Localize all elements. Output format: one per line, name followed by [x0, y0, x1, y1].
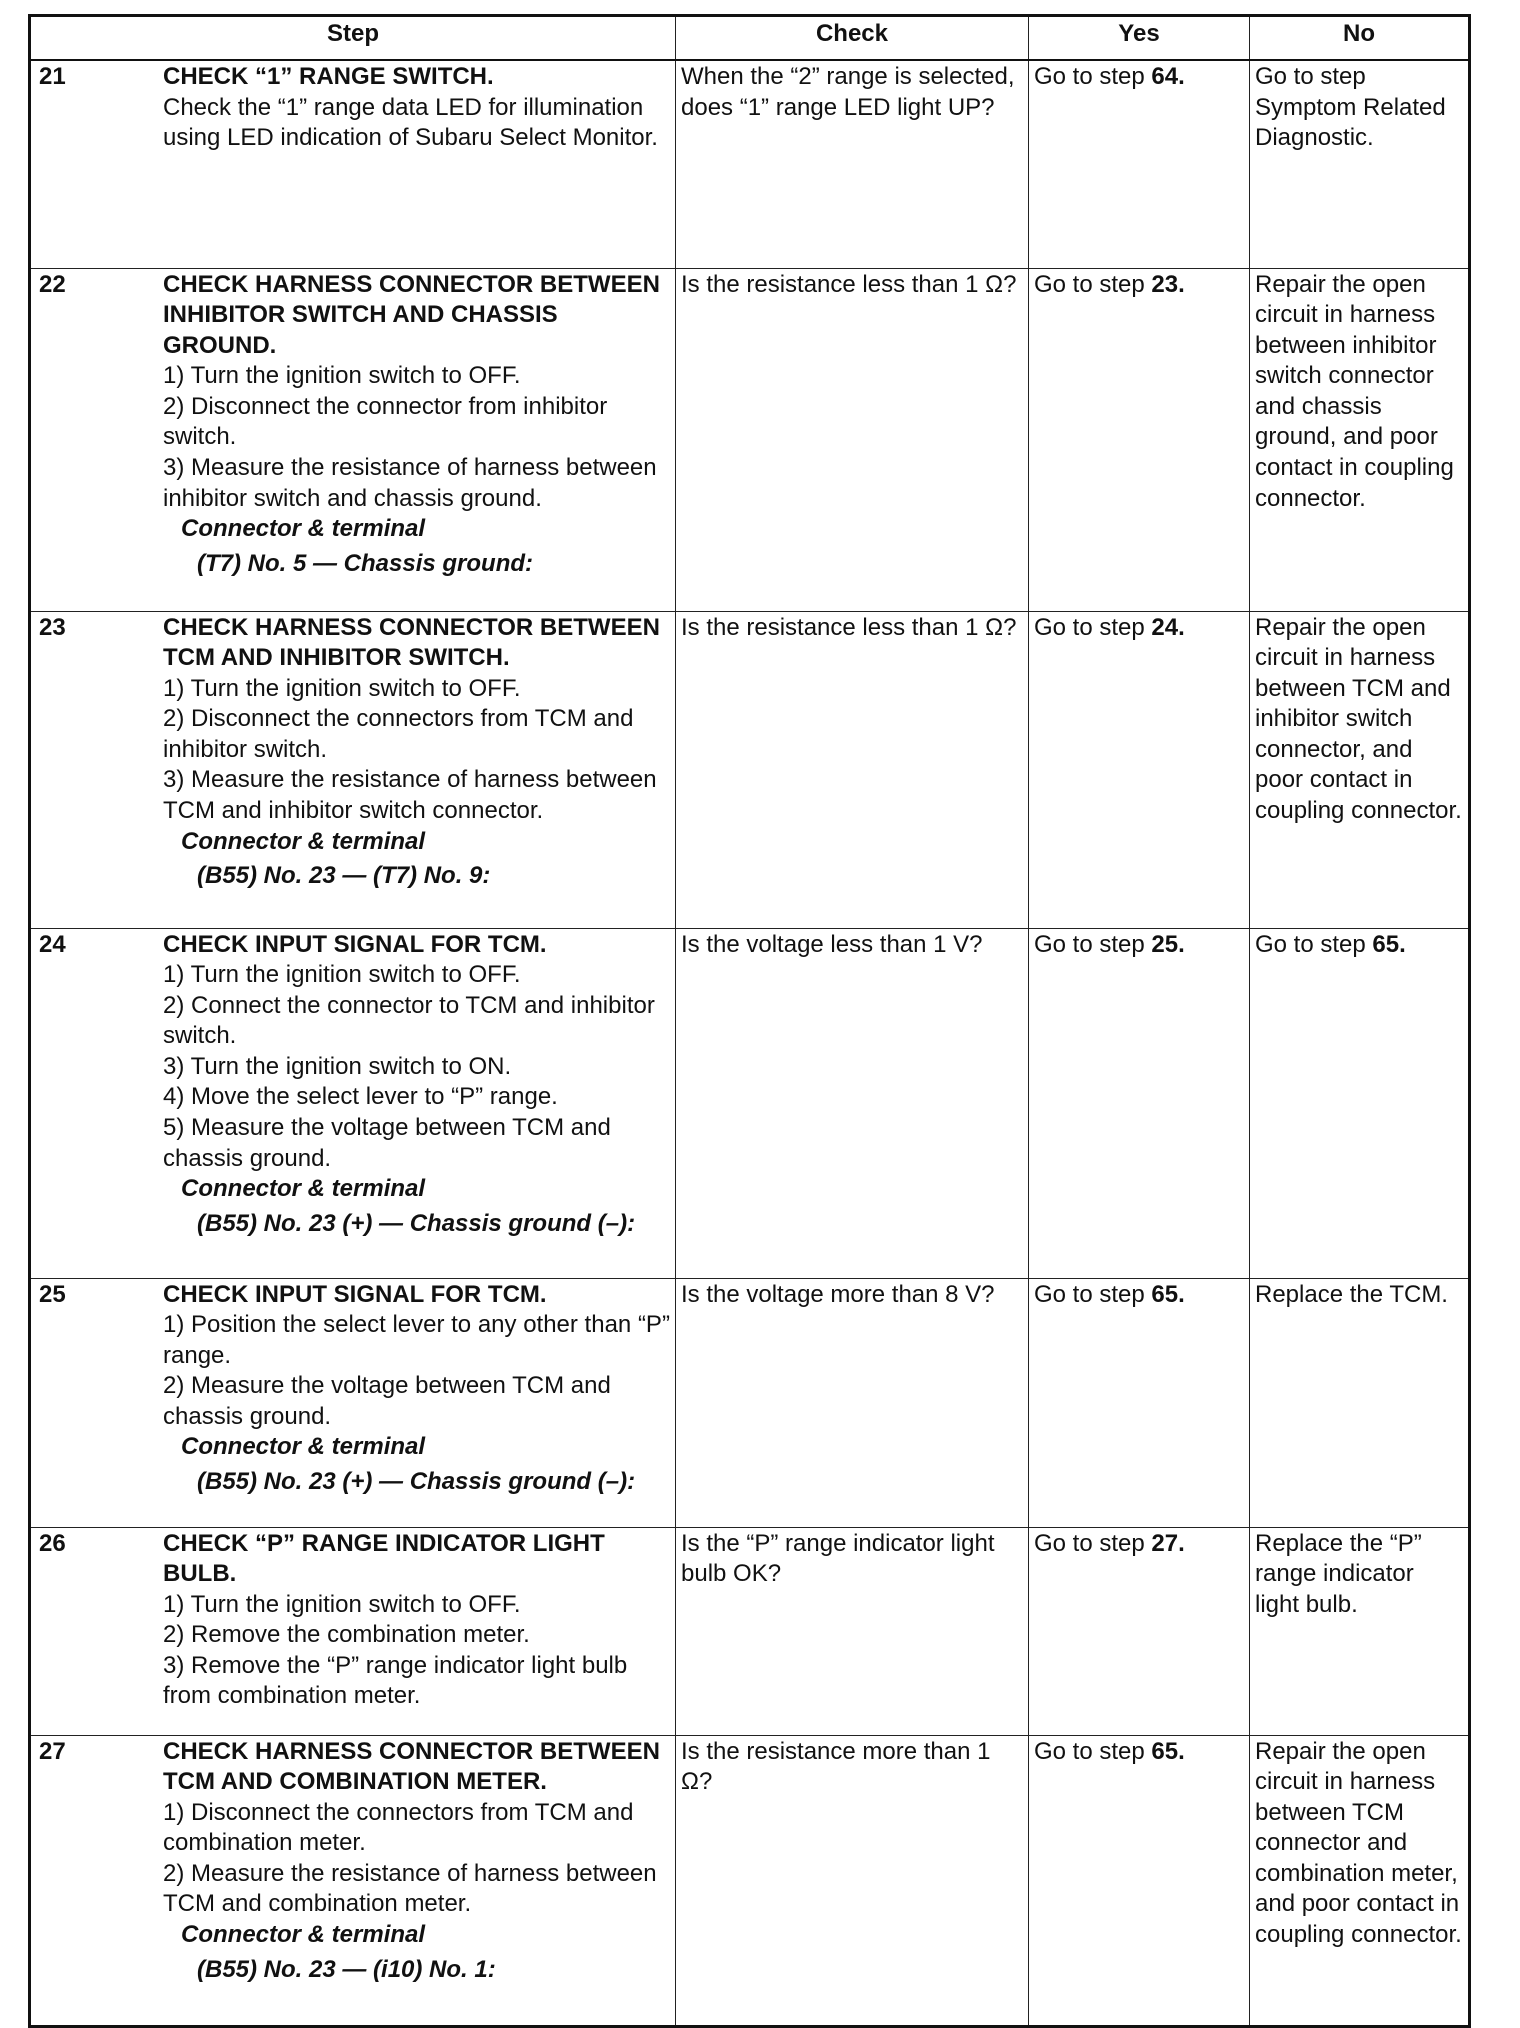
- yes-cell: [1029, 60, 1250, 268]
- table-row: [30, 928, 1470, 1278]
- step-number: 27: [39, 1737, 66, 1765]
- table-row: [30, 611, 1470, 928]
- step-instructions: [163, 93, 670, 154]
- connector-terminal: (B55) No. 23 (+) — Chassis ground (–):: [197, 1468, 636, 1496]
- check-cell: Is the “P” range indicator light bulb OK?: [676, 1527, 1029, 1735]
- instruction-line: 3) Measure the resistance of harness between TCM and inhibitor switch connector.: [163, 766, 657, 825]
- table-row: [30, 1527, 1470, 1735]
- no-text: Repair the open circuit in harness between TCM connector and combination meter, and poor contact in coupling connector.: [1255, 1737, 1462, 1949]
- step-number: 23: [39, 613, 66, 641]
- header-step: Step: [30, 16, 676, 61]
- no-cell: [1250, 268, 1470, 611]
- yes-step-ref: 27.: [1151, 1529, 1185, 1557]
- no-text: Repair the open circuit in harness between TCM and inhibitor switch connector, and poor contact in coupling connector.: [1255, 613, 1462, 825]
- step-cell: [30, 60, 676, 268]
- step-number: 25: [39, 1280, 66, 1308]
- table-row: [30, 1278, 1470, 1527]
- yes-cell: [1029, 611, 1250, 928]
- instruction-line: 1) Disconnect the connectors from TCM and combination meter.: [163, 1798, 634, 1857]
- instruction-line: 4) Move the select lever to “P” range.: [163, 1083, 558, 1111]
- step-title: CHECK HARNESS CONNECTOR BETWEEN INHIBITOR SWITCH AND CHASSIS GROUND.: [163, 270, 660, 359]
- no-cell: [1250, 60, 1470, 268]
- instruction-line: 2) Remove the combination meter.: [163, 1621, 530, 1649]
- step-cell: [30, 1278, 676, 1527]
- no-text: Repair the open circuit in harness between inhibitor switch connector and chassis ground, and poor contact in coupling connector.: [1255, 270, 1454, 512]
- instruction-line: 1) Turn the ignition switch to OFF.: [163, 674, 521, 702]
- instruction-line: 2) Disconnect the connectors from TCM and inhibitor switch.: [163, 705, 634, 763]
- table-row: [30, 1735, 1470, 2026]
- connector-label: Connector & terminal: [181, 1175, 426, 1203]
- instruction-line: 2) Measure the voltage between TCM and chassis ground.: [163, 1372, 611, 1430]
- step-instructions: [163, 1590, 670, 1712]
- step-number: 22: [39, 270, 66, 298]
- header-row: [30, 16, 1470, 61]
- yes-text: Go to step: [1034, 63, 1152, 90]
- instruction-line: 2) Connect the connector to TCM and inhibitor switch.: [163, 991, 655, 1050]
- step-cell: [30, 928, 676, 1278]
- step-title: CHECK INPUT SIGNAL FOR TCM.: [163, 930, 547, 958]
- header-yes: Yes: [1029, 16, 1250, 61]
- no-step-ref: 65.: [1372, 930, 1406, 958]
- check-cell: Is the voltage less than 1 V?: [676, 928, 1029, 1278]
- check-cell: Is the resistance less than 1 Ω?: [676, 268, 1029, 611]
- header-check: Check: [676, 16, 1029, 61]
- yes-text: Go to step: [1034, 1529, 1152, 1557]
- step-instructions: [163, 1798, 670, 1920]
- instruction-line: 3) Remove the “P” range indicator light bulb from combination meter.: [163, 1651, 628, 1710]
- yes-step-ref: 64.: [1151, 63, 1185, 90]
- instruction-line: 1) Position the select lever to any other than “P” range.: [163, 1311, 670, 1369]
- instruction-line: 1) Turn the ignition switch to OFF.: [163, 362, 521, 390]
- check-cell: Is the resistance more than 1 Ω?: [676, 1735, 1029, 2026]
- connector-terminal: (B55) No. 23 (+) — Chassis ground (–):: [197, 1209, 636, 1237]
- connector-label: Connector & terminal: [181, 827, 426, 855]
- step-title: CHECK “P” RANGE INDICATOR LIGHT BULB.: [163, 1529, 605, 1588]
- yes-cell: [1029, 1278, 1250, 1527]
- step-cell: [30, 268, 676, 611]
- table-row: [30, 60, 1470, 268]
- table-row: [30, 268, 1470, 611]
- check-cell: When the “2” range is selected, does “1” range LED light UP?: [676, 60, 1029, 268]
- step-cell: [30, 1527, 676, 1735]
- check-cell: Is the voltage more than 8 V?: [676, 1278, 1029, 1527]
- yes-step-ref: 23.: [1151, 270, 1185, 298]
- connector-label: Connector & terminal: [181, 515, 426, 543]
- yes-cell: [1029, 1735, 1250, 2026]
- yes-step-ref: 25.: [1151, 930, 1185, 958]
- yes-text: Go to step: [1034, 1280, 1152, 1308]
- step-instructions: [163, 361, 670, 514]
- header-no: No: [1250, 16, 1470, 61]
- step-title: CHECK HARNESS CONNECTOR BETWEEN TCM AND INHIBITOR SWITCH.: [163, 613, 660, 672]
- connector-label: Connector & terminal: [181, 1433, 426, 1461]
- instruction-line: 3) Measure the resistance of harness between inhibitor switch and chassis ground.: [163, 454, 657, 512]
- no-cell: [1250, 1278, 1470, 1527]
- yes-cell: [1029, 268, 1250, 611]
- connector-terminal: (B55) No. 23 — (T7) No. 9:: [197, 862, 491, 890]
- yes-cell: [1029, 928, 1250, 1278]
- instruction-line: 1) Turn the ignition switch to OFF.: [163, 1590, 521, 1618]
- step-cell: [30, 611, 676, 928]
- instruction-line: Check the “1” range data LED for illumination using LED indication of Subaru Select Monitor.: [163, 93, 658, 152]
- no-cell: [1250, 928, 1470, 1278]
- instruction-line: 1) Turn the ignition switch to OFF.: [163, 961, 521, 989]
- step-title: CHECK “1” RANGE SWITCH.: [163, 63, 494, 90]
- no-text: Go to step Symptom Related Diagnostic.: [1255, 63, 1446, 152]
- no-text: Replace the “P” range indicator light bulb.: [1255, 1529, 1422, 1618]
- yes-text: Go to step: [1034, 613, 1152, 641]
- yes-text: Go to step: [1034, 270, 1152, 298]
- instruction-line: 2) Disconnect the connector from inhibitor switch.: [163, 392, 608, 451]
- step-instructions: [163, 1310, 670, 1432]
- no-cell: [1250, 1527, 1470, 1735]
- instruction-line: 2) Measure the resistance of harness between TCM and combination meter.: [163, 1859, 657, 1918]
- step-title: CHECK INPUT SIGNAL FOR TCM.: [163, 1280, 547, 1308]
- no-text: Go to step: [1255, 930, 1373, 958]
- step-instructions: [163, 960, 670, 1174]
- yes-text: Go to step: [1034, 930, 1152, 958]
- step-number: 21: [39, 63, 66, 90]
- connector-label: Connector & terminal: [181, 1921, 426, 1949]
- yes-cell: [1029, 1527, 1250, 1735]
- connector-terminal: (T7) No. 5 — Chassis ground:: [197, 549, 534, 577]
- instruction-line: 5) Measure the voltage between TCM and chassis ground.: [163, 1114, 611, 1172]
- yes-step-ref: 24.: [1151, 613, 1185, 641]
- no-text: Replace the TCM.: [1255, 1280, 1448, 1308]
- step-instructions: [163, 674, 670, 827]
- no-cell: [1250, 611, 1470, 928]
- no-cell: [1250, 1735, 1470, 2026]
- yes-text: Go to step: [1034, 1737, 1152, 1765]
- yes-step-ref: 65.: [1151, 1280, 1185, 1308]
- step-number: 24: [39, 930, 66, 958]
- yes-step-ref: 65.: [1151, 1737, 1185, 1765]
- connector-terminal: (B55) No. 23 — (i10) No. 1:: [197, 1955, 496, 1983]
- diagnostic-table: [28, 14, 1471, 2028]
- step-number: 26: [39, 1529, 66, 1557]
- instruction-line: 3) Turn the ignition switch to ON.: [163, 1052, 512, 1080]
- step-title: CHECK HARNESS CONNECTOR BETWEEN TCM AND COMBINATION METER.: [163, 1737, 660, 1796]
- check-cell: Is the resistance less than 1 Ω?: [676, 611, 1029, 928]
- step-cell: [30, 1735, 676, 2026]
